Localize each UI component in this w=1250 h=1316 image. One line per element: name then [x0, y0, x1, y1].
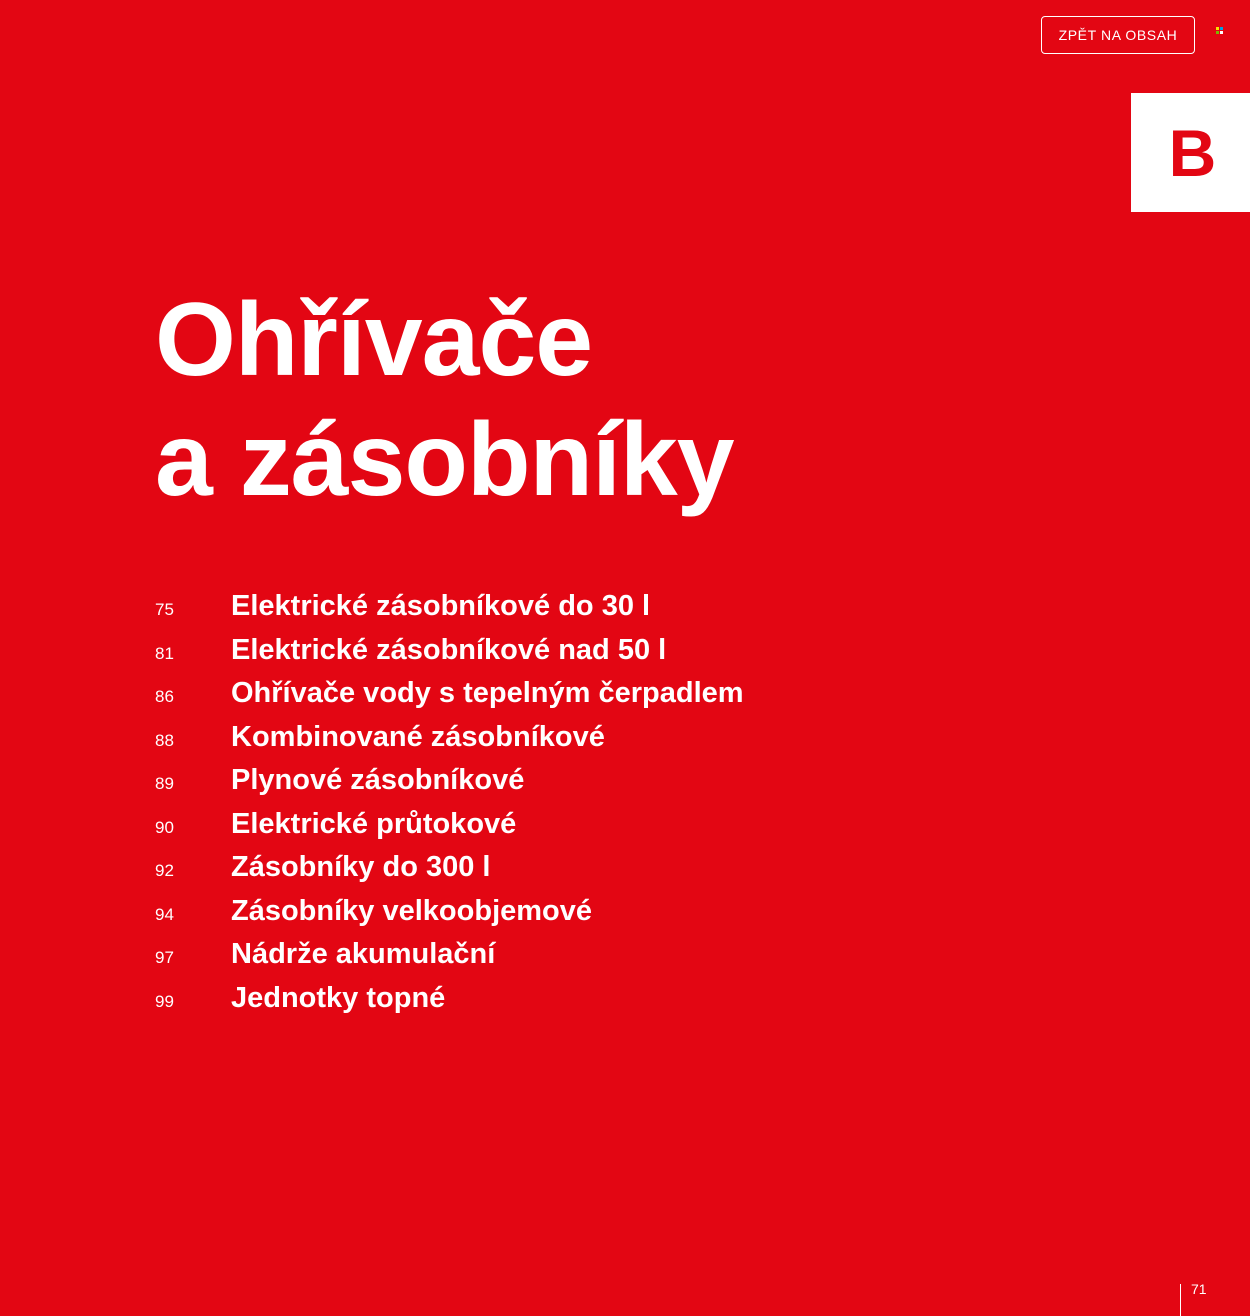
toc-item[interactable] — [155, 808, 744, 852]
toc-page-number: 97 — [155, 948, 174, 967]
toc-page-number: 94 — [155, 904, 174, 924]
toc-item[interactable] — [155, 634, 744, 678]
title-line-1: Ohřívače — [155, 282, 593, 398]
color-marks-icon — [1216, 27, 1224, 35]
toc-item[interactable] — [155, 938, 744, 982]
toc-label: Ohřívače vody s tepelným čerpadlem — [231, 677, 744, 709]
back-to-contents-button[interactable]: ZPĚT NA OBSAH — [1041, 16, 1195, 54]
toc-page-number: 81 — [155, 643, 174, 663]
toc-item[interactable] — [155, 721, 744, 765]
toc-page-number: 92 — [155, 861, 174, 880]
toc-item[interactable] — [155, 895, 744, 939]
toc-item[interactable] — [155, 982, 744, 1026]
title-line-2: a zásobníky — [155, 402, 734, 518]
toc-page-number: 88 — [155, 730, 174, 750]
toc-item[interactable] — [155, 764, 744, 808]
toc-label: Elektrické zásobníkové do 30 l — [231, 590, 651, 622]
toc-label: Elektrické průtokové — [231, 807, 517, 840]
toc-page-number: 75 — [155, 600, 174, 619]
toc-page-number: 90 — [155, 817, 174, 837]
section-letter: B — [1168, 115, 1217, 190]
mark-green — [1216, 31, 1219, 34]
toc-label: Elektrické zásobníkové nad 50 l — [231, 633, 667, 666]
toc-page-number: 89 — [155, 774, 174, 793]
mark-yellow — [1216, 27, 1219, 30]
table-of-contents — [155, 590, 744, 1025]
toc-label: Zásobníky do 300 l — [231, 851, 491, 883]
toc-item[interactable] — [155, 590, 744, 634]
section-tab — [1131, 93, 1250, 212]
toc-label: Jednotky topné — [231, 981, 446, 1014]
mark-blue — [1220, 27, 1223, 30]
toc-label: Nádrže akumulační — [231, 938, 496, 970]
toc-item[interactable] — [155, 677, 744, 721]
toc-label: Zásobníky velkoobjemové — [231, 894, 593, 927]
mark-white — [1220, 31, 1223, 34]
page-number-divider — [1180, 1284, 1181, 1316]
toc-item[interactable] — [155, 851, 744, 895]
toc-label: Kombinované zásobníkové — [231, 720, 605, 753]
page-title — [155, 280, 734, 520]
toc-page-number: 86 — [155, 687, 174, 706]
toc-label: Plynové zásobníkové — [231, 764, 525, 796]
toc-page-number: 99 — [155, 991, 174, 1011]
page-number: 71 — [1191, 1281, 1207, 1297]
